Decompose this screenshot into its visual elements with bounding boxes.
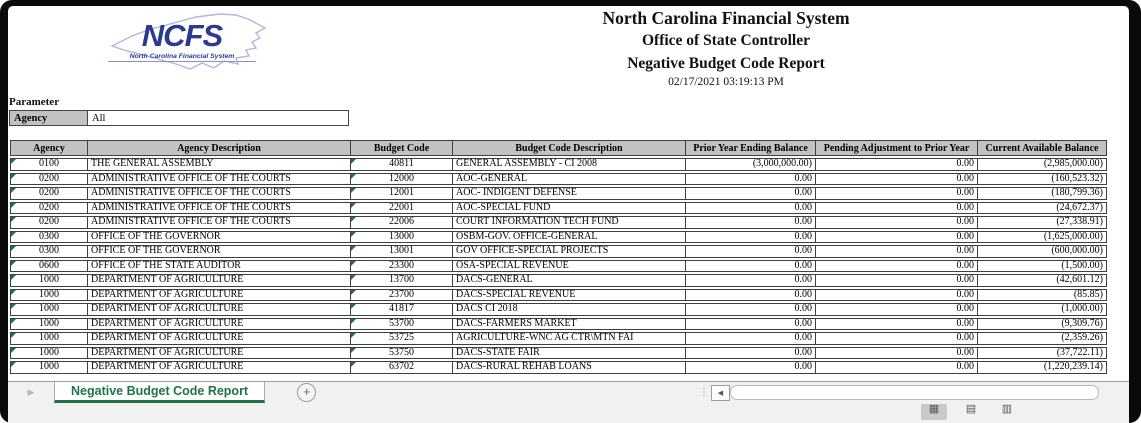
cell-agency[interactable]: 0200	[10, 202, 87, 215]
table-row	[10, 274, 1107, 287]
logo-acronym: NCFS	[141, 18, 223, 53]
table-header-row	[10, 140, 1107, 156]
cell-pending-adjustment-to-prior-year[interactable]: 0.00	[815, 361, 977, 374]
org-title: North Carolina Financial System	[602, 8, 850, 28]
table-row	[10, 158, 1107, 171]
cell-agency[interactable]: 1000	[10, 274, 87, 287]
cell-pending-adjustment-to-prior-year[interactable]: 0.00	[815, 187, 977, 200]
cell-current-available-balance[interactable]: (42,601.12)	[977, 274, 1107, 287]
report-title-block	[368, 8, 1084, 88]
cell-budget-code-description[interactable]: COURT INFORMATION TECH FUND	[452, 216, 685, 229]
page-title: Negative Budget Code Report	[627, 55, 825, 72]
cell-pending-adjustment-to-prior-year[interactable]: 0.00	[815, 260, 977, 273]
page-break-view-icon[interactable]: ▥	[1001, 403, 1013, 415]
col-header-current-available-balance: Current Available Balance	[977, 140, 1107, 156]
cell-current-available-balance[interactable]: (180,799.36)	[977, 187, 1107, 200]
parameter-section-label: Parameter	[9, 96, 60, 108]
cell-pending-adjustment-to-prior-year[interactable]: 0.00	[815, 202, 977, 215]
cell-budget-code-description[interactable]: DACS-STATE FAIR	[452, 347, 685, 360]
report-page	[8, 6, 1129, 415]
cell-pending-adjustment-to-prior-year[interactable]: 0.00	[815, 231, 977, 244]
cell-pending-adjustment-to-prior-year[interactable]: 0.00	[815, 216, 977, 229]
cell-current-available-balance[interactable]: (27,338.91)	[977, 216, 1107, 229]
table-row	[10, 289, 1107, 302]
cell-current-available-balance[interactable]: (24,672.37)	[977, 202, 1107, 215]
cell-agency-description[interactable]: DEPARTMENT OF AGRICULTURE	[87, 274, 350, 287]
cell-agency-description[interactable]: DEPARTMENT OF AGRICULTURE	[87, 332, 350, 345]
cell-budget-code-description[interactable]: GOV OFFICE-SPECIAL PROJECTS	[452, 245, 685, 258]
cell-budget-code[interactable]: 22006	[350, 216, 452, 229]
cell-agency-description[interactable]: OFFICE OF THE GOVERNOR	[87, 245, 350, 258]
status-bar	[8, 403, 1129, 423]
add-sheet-icon[interactable]: +	[297, 383, 316, 402]
cell-budget-code[interactable]: 22001	[350, 202, 452, 215]
cell-budget-code[interactable]: 13000	[350, 231, 452, 244]
cell-current-available-balance[interactable]: (9,309.76)	[977, 318, 1107, 331]
cell-prior-year-ending-balance[interactable]: 0.00	[685, 318, 815, 331]
cell-agency-description[interactable]: DEPARTMENT OF AGRICULTURE	[87, 347, 350, 360]
cell-budget-code[interactable]: 53725	[350, 332, 452, 345]
cell-budget-code[interactable]: 53750	[350, 347, 452, 360]
cell-budget-code-description[interactable]: DACS-RURAL REHAB LOANS	[452, 361, 685, 374]
cell-current-available-balance[interactable]: (2,985,000.00)	[977, 158, 1107, 171]
col-header-prior-year-ending-balance: Prior Year Ending Balance	[685, 140, 815, 156]
cell-agency[interactable]: 0600	[10, 260, 87, 273]
cell-budget-code-description[interactable]: OSA-SPECIAL REVENUE	[452, 260, 685, 273]
cell-agency[interactable]: 0300	[10, 231, 87, 244]
cell-agency-description[interactable]: ADMINISTRATIVE OFFICE OF THE COURTS	[87, 173, 350, 186]
cell-budget-code[interactable]: 13700	[350, 274, 452, 287]
cell-agency[interactable]: 1000	[10, 318, 87, 331]
cell-budget-code-description[interactable]: DACS-GENERAL	[452, 274, 685, 287]
cell-prior-year-ending-balance[interactable]: 0.00	[685, 332, 815, 345]
table-row	[10, 303, 1107, 316]
cell-pending-adjustment-to-prior-year[interactable]: 0.00	[815, 158, 977, 171]
cell-pending-adjustment-to-prior-year[interactable]: 0.00	[815, 332, 977, 345]
cell-budget-code[interactable]: 12000	[350, 173, 452, 186]
col-header-pending-adjustment: Pending Adjustment to Prior Year	[815, 140, 977, 156]
cell-agency-description[interactable]: DEPARTMENT OF AGRICULTURE	[87, 318, 350, 331]
scroll-left-icon[interactable]: ◀	[711, 385, 730, 401]
cell-budget-code[interactable]: 53700	[350, 318, 452, 331]
scrollbar-drag-handle-icon[interactable]: ⋮	[699, 387, 709, 398]
cell-current-available-balance[interactable]: (1,625,000.00)	[977, 231, 1107, 244]
cell-agency[interactable]: 0200	[10, 216, 87, 229]
cell-budget-code[interactable]: 40811	[350, 158, 452, 171]
col-header-budget-code-description: Budget Code Description	[452, 140, 685, 156]
table-row	[10, 231, 1107, 244]
page-layout-view-icon[interactable]: ▤	[965, 403, 977, 415]
cell-budget-code-description[interactable]: GENERAL ASSEMBLY - CI 2008	[452, 158, 685, 171]
cell-agency[interactable]: 1000	[10, 303, 87, 316]
cell-current-available-balance[interactable]: (1,000.00)	[977, 303, 1107, 316]
cell-budget-code-description[interactable]: AOC-GENERAL	[452, 173, 685, 186]
cell-prior-year-ending-balance[interactable]: 0.00	[685, 202, 815, 215]
cell-agency[interactable]: 1000	[10, 289, 87, 302]
table-row	[10, 332, 1107, 345]
table-row	[10, 173, 1107, 186]
cell-agency-description[interactable]: THE GENERAL ASSEMBLY	[87, 158, 350, 171]
cell-budget-code[interactable]: 13001	[350, 245, 452, 258]
cell-current-available-balance[interactable]: (1,500.00)	[977, 260, 1107, 273]
cell-budget-code-description[interactable]: AOC- INDIGENT DEFENSE	[452, 187, 685, 200]
cell-pending-adjustment-to-prior-year[interactable]: 0.00	[815, 245, 977, 258]
cell-agency-description[interactable]: DEPARTMENT OF AGRICULTURE	[87, 303, 350, 316]
cell-pending-adjustment-to-prior-year[interactable]: 0.00	[815, 274, 977, 287]
cell-prior-year-ending-balance[interactable]: 0.00	[685, 260, 815, 273]
sheet-nav-arrow-icon[interactable]: ▶	[27, 387, 35, 397]
table-row	[10, 202, 1107, 215]
cell-budget-code-description[interactable]: AGRICULTURE-WNC AG CTR\MTN FAI	[452, 332, 685, 345]
budget-table-body	[10, 158, 1107, 374]
cell-budget-code-description[interactable]: DACS CI 2018	[452, 303, 685, 316]
cell-prior-year-ending-balance[interactable]: 0.00	[685, 303, 815, 316]
cell-agency[interactable]: 1000	[10, 347, 87, 360]
cell-agency[interactable]: 0200	[10, 173, 87, 186]
cell-agency-description[interactable]: ADMINISTRATIVE OFFICE OF THE COURTS	[87, 187, 350, 200]
cell-prior-year-ending-balance[interactable]: 0.00	[685, 245, 815, 258]
parameter-table	[9, 110, 349, 126]
parameter-row	[10, 111, 349, 126]
cell-budget-code[interactable]: 12001	[350, 187, 452, 200]
cell-budget-code[interactable]: 41817	[350, 303, 452, 316]
cell-prior-year-ending-balance[interactable]: 0.00	[685, 347, 815, 360]
office-title: Office of State Controller	[641, 32, 810, 49]
cell-pending-adjustment-to-prior-year[interactable]: 0.00	[815, 289, 977, 302]
cell-budget-code-description[interactable]: AOC-SPECIAL FUND	[452, 202, 685, 215]
cell-prior-year-ending-balance[interactable]: (3,000,000.00)	[685, 158, 815, 171]
cell-prior-year-ending-balance[interactable]: 0.00	[685, 274, 815, 287]
cell-pending-adjustment-to-prior-year[interactable]: 0.00	[815, 347, 977, 360]
cell-prior-year-ending-balance[interactable]: 0.00	[685, 173, 815, 186]
cell-current-available-balance[interactable]: (600,000.00)	[977, 245, 1107, 258]
cell-budget-code-description[interactable]: DACS-SPECIAL REVENUE	[452, 289, 685, 302]
cell-current-available-balance[interactable]: (160,523.32)	[977, 173, 1107, 186]
table-row	[10, 260, 1107, 273]
cell-budget-code[interactable]: 23700	[350, 289, 452, 302]
cell-current-available-balance[interactable]: (2,359.26)	[977, 332, 1107, 345]
report-timestamp: 02/17/2021 03:19:13 PM	[668, 76, 784, 88]
table-row	[10, 245, 1107, 258]
cell-current-available-balance[interactable]: (1,220,239.14)	[977, 361, 1107, 374]
cell-prior-year-ending-balance[interactable]: 0.00	[685, 361, 815, 374]
cell-agency-description[interactable]: OFFICE OF THE GOVERNOR	[87, 231, 350, 244]
col-header-agency: Agency	[10, 140, 87, 156]
cell-agency[interactable]: 0300	[10, 245, 87, 258]
table-row	[10, 361, 1107, 374]
ncfs-logo	[108, 6, 270, 82]
table-row	[10, 318, 1107, 331]
horizontal-scrollbar[interactable]	[730, 385, 1099, 400]
cell-prior-year-ending-balance[interactable]: 0.00	[685, 187, 815, 200]
sheet-tab-negative-budget-code-report[interactable]: Negative Budget Code Report	[54, 382, 265, 403]
col-header-budget-code: Budget Code	[350, 140, 452, 156]
cell-current-available-balance[interactable]: (37,722.11)	[977, 347, 1107, 360]
cell-pending-adjustment-to-prior-year[interactable]: 0.00	[815, 173, 977, 186]
cell-current-available-balance[interactable]: (85.85)	[977, 289, 1107, 302]
parameter-name-cell: Agency	[10, 111, 88, 126]
cell-pending-adjustment-to-prior-year[interactable]: 0.00	[815, 318, 977, 331]
table-row	[10, 216, 1107, 229]
table-row	[10, 347, 1107, 360]
cell-agency-description[interactable]: ADMINISTRATIVE OFFICE OF THE COURTS	[87, 202, 350, 215]
sheet-tab-bar	[8, 381, 1129, 403]
cell-agency[interactable]: 1000	[10, 361, 87, 374]
col-header-agency-description: Agency Description	[87, 140, 350, 156]
cell-prior-year-ending-balance[interactable]: 0.00	[685, 231, 815, 244]
cell-agency[interactable]: 0100	[10, 158, 87, 171]
logo-tagline: North Carolina Financial System	[108, 53, 256, 62]
cell-budget-code-description[interactable]: OSBM-GOV. OFFICE-GENERAL	[452, 231, 685, 244]
cell-pending-adjustment-to-prior-year[interactable]: 0.00	[815, 303, 977, 316]
normal-view-icon[interactable]: ▦	[921, 404, 947, 420]
cell-agency-description[interactable]: DEPARTMENT OF AGRICULTURE	[87, 361, 350, 374]
cell-budget-code-description[interactable]: DACS-FARMERS MARKET	[452, 318, 685, 331]
cell-agency[interactable]: 0200	[10, 187, 87, 200]
cell-prior-year-ending-balance[interactable]: 0.00	[685, 289, 815, 302]
cell-agency[interactable]: 1000	[10, 332, 87, 345]
cell-budget-code[interactable]: 63702	[350, 361, 452, 374]
cell-budget-code[interactable]: 23300	[350, 260, 452, 273]
cell-agency-description[interactable]: DEPARTMENT OF AGRICULTURE	[87, 289, 350, 302]
parameter-value-cell[interactable]: All	[88, 111, 349, 126]
budget-code-table	[10, 138, 1107, 376]
table-row	[10, 187, 1107, 200]
cell-agency-description[interactable]: ADMINISTRATIVE OFFICE OF THE COURTS	[87, 216, 350, 229]
cell-prior-year-ending-balance[interactable]: 0.00	[685, 216, 815, 229]
cell-agency-description[interactable]: OFFICE OF THE STATE AUDITOR	[87, 260, 350, 273]
